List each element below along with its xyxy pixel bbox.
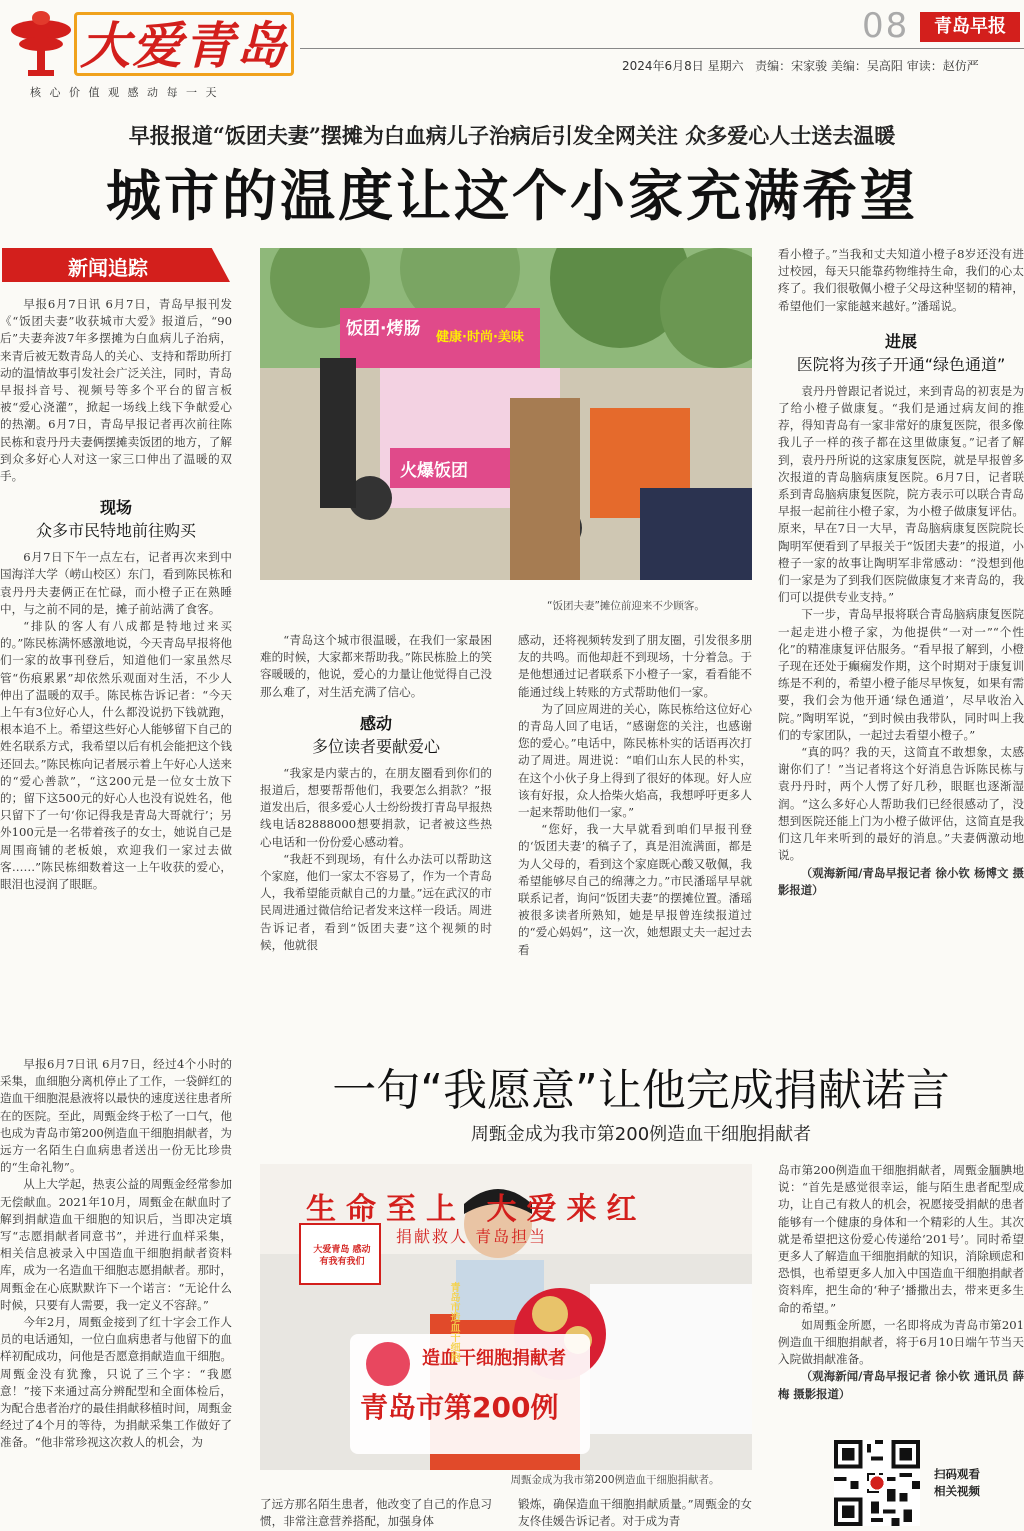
paragraph: 看小橙子。”当我和丈夫知道小橙子8岁还没有进过校园，每天只能靠药物维持生命，我们的心太疼了。我们很敬佩小橙子父母这种坚韧的精神，希望他们一家能越来越好。”潘瑶说。 — [778, 247, 1024, 313]
paragraph: “我赶不到现场，有什么办法可以帮助这个家庭，他们一家太不容易了，作为一个青岛人，我希望能贡献自己的力量。”远在武汉的市民周进通过微信给记者发来这样一段话。周进告诉记者，看到“饭团夫妻”这个视频的时候，他就很 — [260, 851, 492, 952]
header-rule — [300, 48, 1024, 49]
article1-col-mid1 — [260, 632, 492, 1012]
board-text: 大爱青岛 感动有我有我们 — [313, 1245, 371, 1267]
paragraph: 从上大学起，热衷公益的周甄金经常参加无偿献血。2021年10月，周甄金在献血时了解到捐献造血干细胞的知识后，当即决定填写“志愿捐献者同意书”，并进行血样采集，相关信息被录入中国造血干细胞捐献者资料库，成为一名造血干细胞志愿捐献者。那时，周甄金在心底默默许下一个诺言：“无论什么时候，只要有人需要，我一定义不容辞。” — [0, 1177, 232, 1312]
masthead — [0, 0, 1024, 108]
paragraph: 袁丹丹曾跟记者说过，来到青岛的初衷是为了给小橙子做康复。“我们是通过病友间的推荐，得知青岛有一家非常好的康复医院，很多像我儿子一样的孩子都在这里做康复。”记者了解到，袁丹丹所说的这家康复医院，就是早报曾多次报道的青岛脑病康复医院。6月7日，记者联系到青岛脑病康复医院，院方表示可以联合青岛早报一起前往小橙子家，为小橙子做康复评估。原来，早在7日一大早，青岛脑病康复医院院长陶明军便看到了早报关于“饭团夫妻”的报道，小橙子一家的故事让陶明军非常感动：“没想到他们一家是为了到我们医院做康复才来青岛的，我们可以提供专业支持。” — [778, 383, 1024, 605]
section-title-scene: 现场 — [99, 498, 132, 518]
paragraph: 了远方那名陌生患者，他改变了自己的作息习惯，非常注意营养搭配，加强身体 — [260, 1497, 492, 1529]
section-subtitle-scene: 众多市民特地前往购买 — [35, 521, 196, 541]
section-title-moved: 感动 — [359, 713, 392, 733]
article1-col-left — [0, 296, 232, 1010]
paragraph: “您好，我一大早就看到咱们早报刊登的‘饭团夫妻’的稿子了，真是泪流满面，都是为人父母的，看到这个家庭既心酸又敬佩，我希望能够尽自己的绵薄之力。”市民潘瑶早早就联系记者，询问“饭团夫妻”的摆摊位置。潘瑶被很多读者所熟知，她是早报曾连续报道过的“爱心妈妈”，这一次，她想跟丈夫一起过去看 — [518, 822, 752, 957]
article1-headline: 城市的温度让这个小家充满希望 — [105, 164, 918, 228]
article2-col-right — [778, 1162, 1024, 1434]
paper-logo: 青岛早报 — [920, 12, 1020, 42]
food-stall-photo — [260, 248, 752, 580]
photo2-caption: 周甄金成为我市第200例造血干细胞捐献者。 — [510, 1474, 720, 1486]
qr-code-icon[interactable] — [834, 1440, 920, 1526]
editors: 责编：宋家骏 美编：吴高阳 审读：赵仿严 — [755, 59, 979, 73]
donor-photo — [260, 1164, 752, 1470]
photo-banner: 生命至上 大爱来红 — [306, 1192, 647, 1227]
paragraph: “排队的客人有八成都是特地过来买的。”陈民栋满怀感激地说，今天青岛早报将他们一家的故事刊登后，知道他们一家虽然尽管“伤痕累累”却依然乐观面对生活，不少人伸出了温暖的双手。陈民栋告诉记者：“今天上午有3位好心人，什么都没说扔下钱就跑，根本追不上。希望这些好心人能够留下自己的姓名联系方式，我希望以后有机会能把这个钱还回去。”陈民栋向记者展示着上午好心人送来的“爱心善款”，“这200元是一位女士放下的；留下这500元的好心人也没有说姓名，他只留下了一句‘你记得我是青岛大哥就行’；另外100元是一名带着孩子的女士，她说自己是周围商铺的老板娘，欢迎我们一家过去做客……”陈民栋细数着这一上午收获的爱心，眼泪也浸润了眼眶。 — [0, 619, 232, 892]
article1-col-right — [778, 246, 1024, 1012]
qr-label-line: 扫码观看 — [934, 1467, 980, 1481]
photo1-caption: “饭团夫妻”摊位前迎来不少顾客。 — [547, 600, 705, 612]
bottom-sign: 火爆饭团 — [400, 461, 468, 481]
paragraph: “我家是内蒙古的，在朋友圈看到你们的报道后，想要帮帮他们，我要怎么捐款？”报道发出后，很多爱心人士纷纷拨打青岛早报热线电话82888000想要捐款，记者被这些热心电话和一份份爱心感动着。 — [260, 765, 492, 849]
article1-col-mid2 — [518, 632, 752, 1012]
photo-banner-sub: 捐献救人 青岛担当 — [396, 1227, 548, 1246]
article2-col-mid1 — [260, 1496, 492, 1531]
paragraph: 如周甄金所愿，一名即将成为青岛市第201例造血干细胞捐献者，将于6月10日端午节当天入院做捐献准备。 — [778, 1317, 1024, 1367]
shop-sign: 饭团·烤肠 — [346, 319, 421, 339]
article2-col-left — [0, 1056, 232, 1531]
column-title: 大爱青岛 — [80, 17, 288, 75]
article1-credit: （观海新闻/青岛早报记者 徐小钦 杨博文 摄影报道） — [778, 865, 1024, 897]
page-number: 08 — [862, 6, 910, 46]
sash-text: 青岛市造血干细胞 — [448, 1282, 459, 1362]
issue-date: 2024年6月8日 星期六 — [622, 59, 744, 73]
food-stall-illustration — [260, 248, 752, 580]
paragraph: “青岛这个城市很温暖，在我们一家最困难的时候，大家都来帮助我。”陈民栋脸上的笑容暖暖的，他说，爱心的力量让他觉得自己没那么难了，对生活充满了信心。 — [260, 633, 492, 699]
article1-lead: 早报6月7日讯 6月7日，青岛早报刊发《“饭团夫妻”收获城市大爱》报道后，“90后”夫妻奔波7年多摆摊为白血病儿子治病，来青后被无数青岛人的关心、支持和帮助所打动的温情故事引发社会广泛关注，同时，青岛早报抖音号、视频号等多个平台的留言板被“爱心浇灌”，掀起一场线上线下争献爱心的热潮。6月7日，青岛早报记者再次前往陈民栋和袁丹丹夫妻俩摆摊卖饭团的地方，了解到众多好心人对这一家三口伸出了温暖的双手。 — [0, 297, 232, 484]
article1-subheadline: 早报报道“饭团夫妻”摆摊为白血病儿子治病后引发全网关注 众多爱心人士送去温暖 — [128, 123, 896, 148]
side-sign: 健康·时尚·美味 — [436, 330, 524, 345]
paragraph: 锻炼，确保造血干细胞捐献质量。”周甄金的女友佟佳媛告诉记者。对于成为青 — [518, 1497, 752, 1529]
article2-subheadline: 周甄金成为我市第200例造血干细胞捐献者 — [470, 1124, 812, 1145]
paragraph: 下一步，青岛早报将联合青岛脑病康复医院一起走进小橙子家，为他提供“一对一”“个性化”的精准康复评估服务。“看早报了解到，小橙子现在还处于癫痫发作期，这个时期对于康复训练是不利的，希望小橙子能尽早恢复，如果有需要，我们会为他开通‘绿色通道’，尽早收治入院。”陶明军说，“到时候由我带队，同时叫上我们的专家团队，一起过去看望小橙子。” — [778, 607, 1024, 742]
sign-line-2: 青岛市第200例 — [360, 1391, 559, 1424]
news-tracking-tag — [2, 248, 230, 282]
tower-logo-icon — [6, 8, 76, 80]
slogan: 核心价值观感动每一天 — [30, 86, 225, 99]
paragraph: “真的吗？我的天，这简直不敢想象，太感谢你们了！”当记者将这个好消息告诉陈民栋与袁丹丹时，两个人愣了好几秒，眼眶也逐渐湿润。“这么多好心人帮助我们已经很感动了，没想到医院还能上门为小橙子做评估，这简直是我们这几年来听到的最好的消息。”夫妻俩激动地说。 — [778, 745, 1024, 863]
qr-label-line: 相关视频 — [934, 1484, 980, 1498]
dateline — [622, 57, 979, 74]
article2-col-mid2 — [518, 1496, 752, 1531]
paragraph: 6月7日下午一点左右，记者再次来到中国海洋大学（崂山校区）东门，看到陈民栋和袁丹丹夫妻俩正在忙碌，而小橙子正在熟睡中，与之前不同的是，摊子前站满了食客。 — [0, 550, 232, 616]
section-subtitle-progress: 医院将为孩子开通“绿色通道” — [796, 354, 1006, 374]
sign-line-1: 造血干细胞捐献者 — [422, 1348, 566, 1369]
paragraph: 岛市第200例造血干细胞捐献者，周甄金腼腆地说：“首先是感觉很幸运，能与陌生患者配型成功，让自己有救人的机会，祝愿接受捐献的患者能够有一个健康的身体和一个精彩的人生。其次就是希望把这份爱心传递给‘201号’。同时希望更多人了解造血干细胞捐献的知识，消除顾虑和恐惧，也希望更多人加入中国造血干细胞捐献者资料库，把生命的‘种子’播撒出去，带来更多生命的希望。” — [778, 1163, 1024, 1315]
paragraph: 为了回应周进的关心，陈民栋给这位好心的青岛人回了电话，“感谢您的关注，也感谢您的爱心。”电话中，陈民栋朴实的话语再次打动了周进。周进说：“咱们山东人民的朴实，在这个小伙子身上得到了很好的体现。好人应该有好报，众人拾柴火焰高，我想呼吁更多人一起来帮助他们一家。” — [518, 701, 752, 820]
paragraph: 感动，还将视频转发到了朋友圈，引发很多朋友的共鸣。而他却赶不到现场，十分着急。于是他想通过记者联系下小橙子一家，看看能不能通过线上转账的方式帮助他们一家。 — [518, 633, 752, 699]
tag-label: 新闻追踪 — [68, 256, 148, 280]
section-title-progress: 进展 — [884, 331, 917, 351]
paragraph: 早报6月7日讯 6月7日，经过4个小时的采集，血细胞分离机停止了工作，一袋鲜红的造血干细胞混悬液将以最快的速度送往患者所在的医院。至此，周甄金终于松了一口气，他也成为青岛市第200例造血干细胞捐献者，为远方一名陌生白血病患者送出一份无比珍贵的“生命礼物”。 — [0, 1057, 232, 1175]
section-subtitle-moved: 多位读者要献爱心 — [311, 736, 440, 756]
paragraph: 今年2月，周甄金接到了红十字会工作人员的电话通知，一位白血病患者与他留下的血样初配成功，问他是否愿意捐献造血干细胞。周甄金没有犹豫，只说了三个字：“我愿意！”接下来通过高分辨配型和全面体检后，为配合患者治疗的最佳捐献移植时间，周甄金经过了4个月的等待，为捐献采集工作做好了准备。“他非常珍视这次救人的机会，为 — [0, 1315, 232, 1450]
qr-label — [934, 1466, 980, 1500]
article2-credit: （观海新闻/青岛早报记者 徐小钦 通讯员 薛梅 摄影报道） — [778, 1369, 1024, 1401]
article2-headline: 一句“我愿意”让他完成捐献诺言 — [332, 1065, 950, 1116]
